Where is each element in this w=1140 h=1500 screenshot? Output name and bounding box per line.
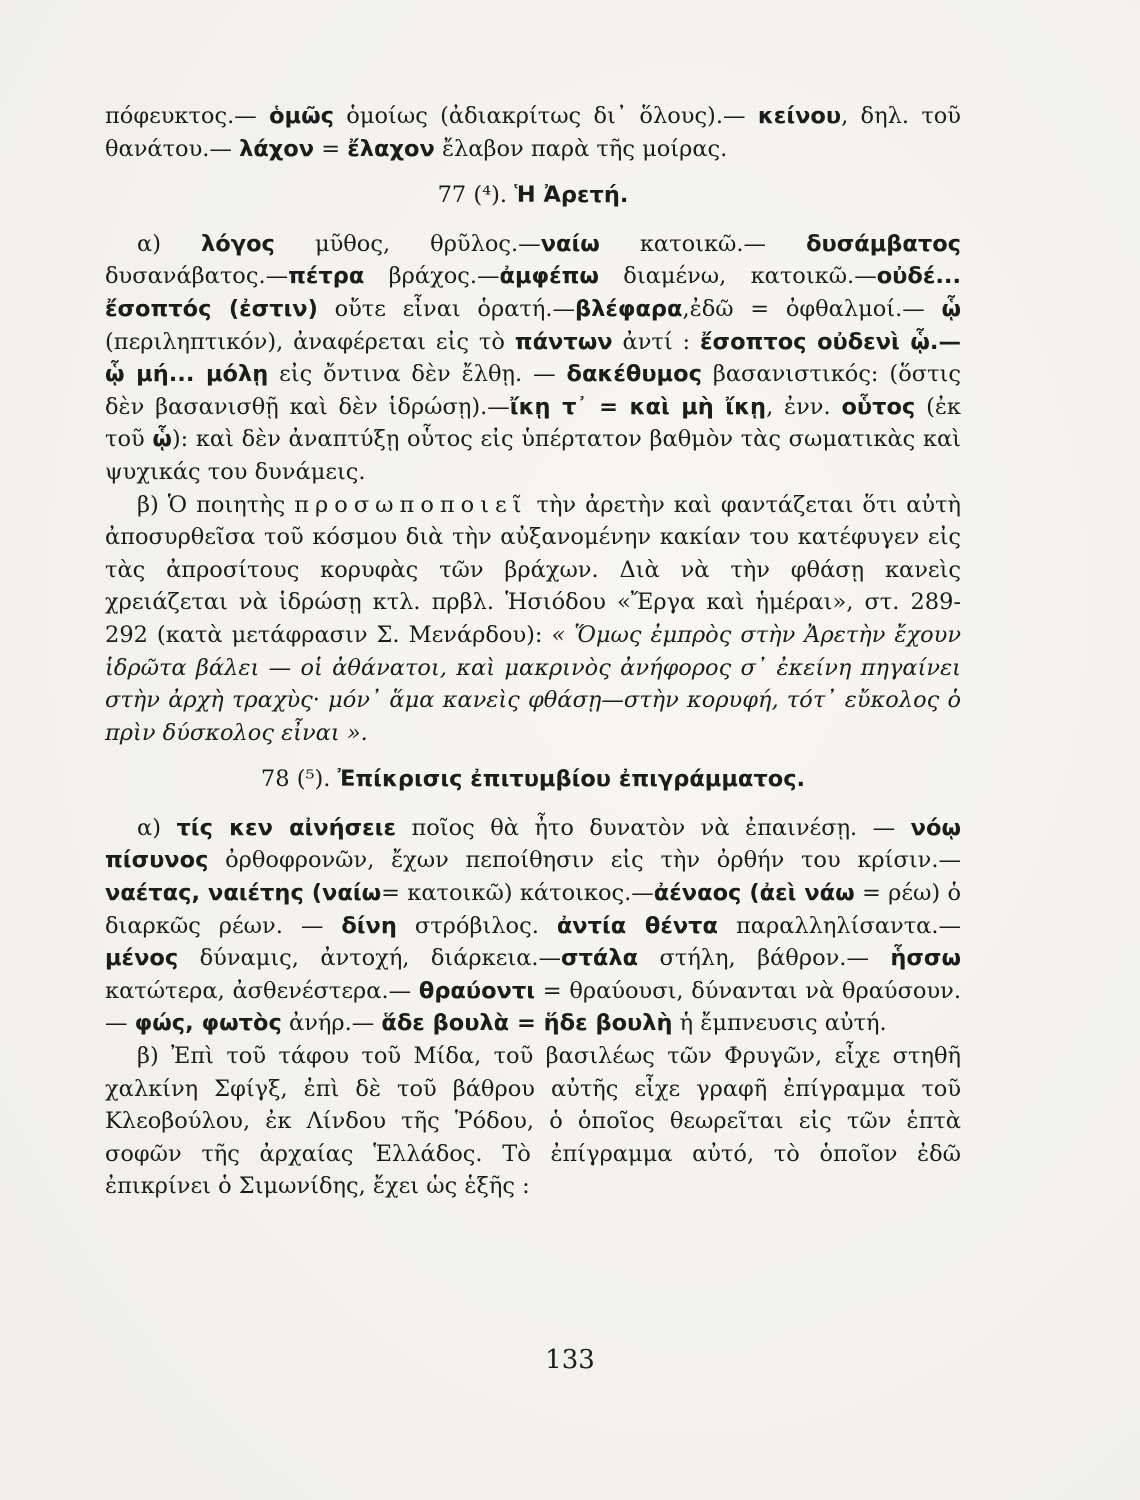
section-76-tail: πόφευκτος.— ὁμῶς ὁμοίως (ἀδιακρίτως δι᾽ ὅλους).— κείνου, δηλ. τοῦ θανάτου.— λάχον = ἔλαχον ἔλαβον παρὰ τῆς μοίρας.	[105, 103, 961, 162]
section-78-part-a: α) τίς κεν αἰνήσειε ποῖος θὰ ἦτο δυνατὸν νὰ ἐπαινέσῃ. — νόῳ πίσυνος ὀρθοφρονῶν, ἔχων πεποίθησιν εἰς τὴν ὀρθήν του κρίσιν.— ναέτας, ναιέτης (ναίω= κατοικῶ) κάτοικος.—ἀέναος (ἀεὶ νάω = ρέω) ὁ διαρκῶς ρέων. — δίνη στρόβιλος. ἀντία θέντα παραλληλίσαντα.— μένος δύναμις, ἀντοχή, διάρκεια.—στάλα στήλη, βάθρον.— ἧσσω κατώτερα, ἀσθενέστερα.— θραύοντι = θραύουσι, δύνανται νὰ θραύσουν. — φώς, φωτὸς ἀνήρ.— ἅδε βουλὰ = ἥδε βουλὴ ἡ ἔμπνευσις αὐτή.	[105, 814, 962, 1037]
section-78-part-b: β) Ἐπὶ τοῦ τάφου τοῦ Μίδα, τοῦ βασιλέως τῶν Φρυγῶν, εἶχε στηθῆ χαλκίνη Σφίγξ, ἐπὶ δὲ τοῦ βάθρου αὐτῆς εἶχε γραφῆ ἐπίγραμμα τοῦ Κλεοβούλου, ἐκ Λίνδου τῆς Ῥόδου, ὁ ὁποῖος θεωρεῖται εἰς τῶν ἑπτὰ σοφῶν τῆς ἀρχαίας Ἑλλάδος. Τὸ ἐπίγραμμα αὐτό, τὸ ὁποῖον ἐδῶ ἐπικρίνει ὁ Σιμωνίδης, ἔχει ὡς ἑξῆς :	[105, 1043, 961, 1200]
section-78-heading: 78 (⁵). Ἐπίκρισις ἐπιτυμβίου ἐπιγράμματος.	[260, 766, 806, 793]
section-77-part-a: α) λόγος μῦθος, θρῦλος.—ναίω κατοικῶ.— δυσάμβατος δυσανάβατος.—πέτρα βράχος.—ἀμφέπω διαμένω, κατοικῶ.—οὐδέ... ἔσοπτός (ἐστιν) οὔτε εἶναι ὁρατή.—βλέφαρα,ἐδῶ = ὀφθαλμοί.— ᾧ (περιληπτικόν), ἀναφέρεται εἰς τὸ πάντων ἀντί : ἔσοπτος οὐδενὶ ᾧ.— ᾧ μή... μόλῃ εἰς ὄντινα δὲν ἔλθῃ. — δακέθυμος βασανιστικός: (ὅστις δὲν βασανισθῇ καὶ δὲν ἱδρώσῃ).—ἴκῃ τ᾽ = καὶ μὴ ἴκῃ, ἐνν. οὗτος (ἐκ τοῦ ᾧ): καὶ δὲν ἀναπτύξῃ οὗτος εἰς ὑπέρτατον βαθμὸν τὰς σωματικὰς καὶ ψυχικάς του δυνάμεις.	[105, 230, 961, 485]
page-number: 133	[545, 1345, 595, 1375]
section-77-part-b: β) Ὁ ποιητὴς προσωποποιεῖ τὴν ἀρετὴν καὶ φαντάζεται ὅτι αὐτὴ ἀποσυρθεῖσα τοῦ κόσμου διὰ τὴν αὐξανομένην κακίαν του κατέφυγεν εἰς τὰς ἀπροσίτους κορυφὰς τῶν βράχων. Διὰ νὰ τὴν φθάσῃ κανεὶς χρειάζεται νὰ ἱδρώσῃ κτλ. πρβλ. Ἡσιόδου «Ἔργα καὶ ἡμέραι», στ. 289-292 (κατὰ μετάφρασιν Σ. Μενάρδου): « Ὅμως ἐμπρὸς στὴν Ἀρετὴν ἔχουν ἱδρῶτα βάλει — οἱ ἀθάνατοι, καὶ μακρινὸς ἀνήφορος σ᾽ ἐκείνη πηγαίνει στὴν ἀρχὴ τραχὺς· μόν᾽ ἅμα κανεὶς φθάσῃ—στὴν κορυφή, τότ᾽ εὔκολος ὁ πρὶν δύσκολος εἶναι ».	[105, 491, 962, 746]
page-body	[105, 100, 961, 1203]
section-77-heading: 77 (⁴). Ἡ Ἀρετή.	[437, 182, 629, 209]
